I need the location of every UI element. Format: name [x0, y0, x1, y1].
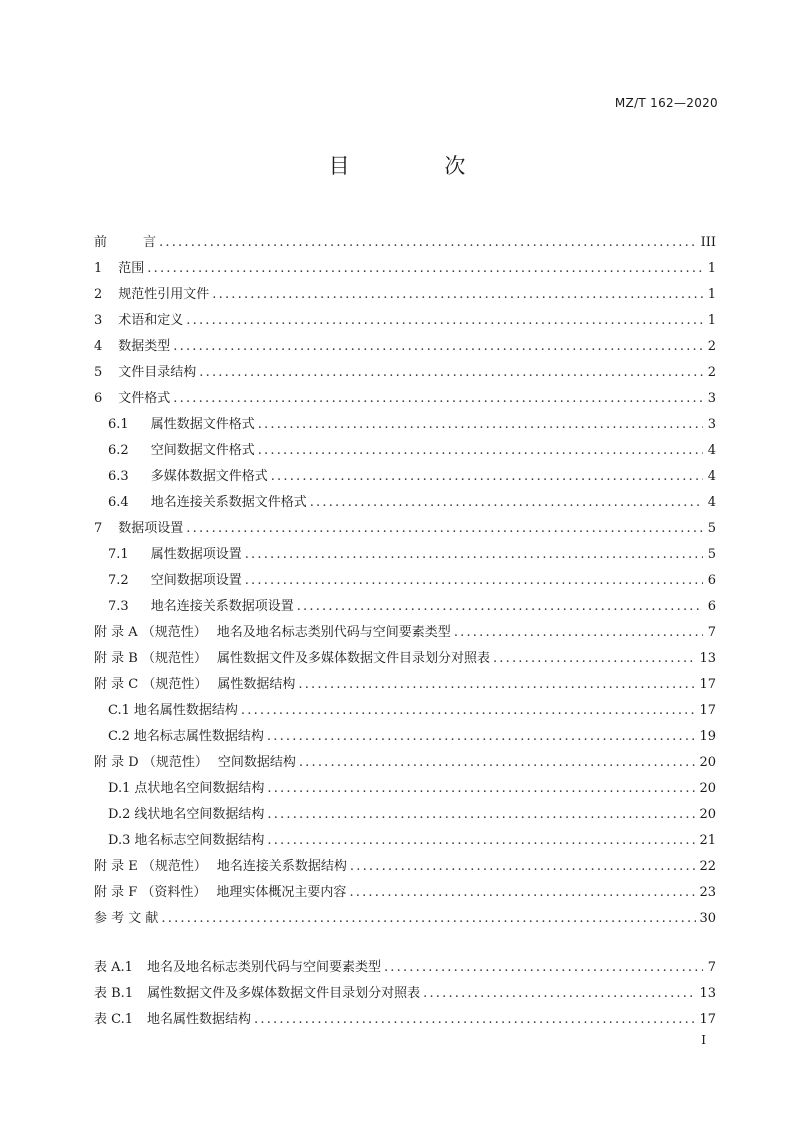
toc-entry-page: 1 — [707, 287, 716, 302]
toc-entry-label — [94, 620, 451, 646]
toc-entry[interactable] — [94, 386, 716, 412]
toc-entry-title: 多媒体数据文件格式 — [150, 469, 268, 484]
toc-entry-number: 前 — [94, 235, 108, 250]
toc-entry-title: 属性数据文件格式 — [150, 417, 255, 432]
toc-entry-page: 13 — [699, 651, 716, 666]
toc-entry-number: 表 B.1 — [94, 986, 134, 1001]
toc-entry-number: 7 — [94, 521, 103, 536]
toc-entry[interactable] — [94, 412, 716, 438]
toc-entry-label — [94, 230, 156, 256]
dot-leader — [267, 724, 697, 750]
toc-entry-page: 20 — [699, 807, 716, 822]
toc-entry-number: 参 考 文 献 — [94, 911, 159, 926]
toc-entry-label — [108, 802, 264, 828]
toc-entry-label — [94, 646, 490, 672]
list-of-tables — [94, 955, 716, 1033]
toc-entry-page: 30 — [699, 911, 716, 926]
toc-entry-page: 1 — [707, 261, 716, 276]
toc-entry-label — [94, 672, 295, 698]
toc-entry[interactable] — [94, 490, 716, 516]
toc-entry-label — [94, 750, 296, 776]
toc-entry-page: 13 — [699, 986, 716, 1001]
toc-entry-number: 6.2 — [108, 443, 129, 458]
dot-leader — [254, 1007, 696, 1033]
dot-leader — [267, 828, 696, 854]
toc-entry[interactable] — [94, 516, 716, 542]
toc-entry-page: 17 — [699, 703, 716, 718]
toc-entry-page: 1 — [707, 313, 716, 328]
toc-entry-title: 规范性引用文件 — [118, 287, 210, 302]
dot-leader — [186, 308, 703, 334]
toc-entry-number: 4 — [94, 339, 103, 354]
toc-entry-label — [108, 698, 238, 724]
toc-entry[interactable] — [94, 828, 716, 854]
toc-entry[interactable] — [94, 542, 716, 568]
toc-entry-title: 地名连接关系数据文件格式 — [150, 495, 307, 510]
dot-leader — [454, 620, 703, 646]
toc-entry-title: 文件目录结构 — [118, 365, 197, 380]
toc-entry-page: 6 — [707, 599, 716, 614]
toc-entry-number: 7.2 — [108, 573, 129, 588]
toc-entry-title: 属性数据文件及多媒体数据文件目录划分对照表 — [147, 986, 421, 1001]
dot-leader — [245, 542, 703, 568]
toc-entry-number: 附 录 F （资料性） — [94, 885, 207, 900]
toc-entry[interactable] — [94, 906, 716, 932]
toc-entry-title: 地理实体概况主要内容 — [216, 885, 347, 900]
toc-entry-page: 20 — [699, 755, 716, 770]
toc-entry-label — [94, 516, 183, 542]
toc-entry-page: 3 — [707, 391, 716, 406]
toc-entry-label — [108, 438, 255, 464]
toc-entry-page: 22 — [699, 859, 716, 874]
dot-leader — [384, 955, 703, 981]
toc-entry-label — [108, 724, 264, 750]
toc-entry-title: 范围 — [118, 261, 145, 276]
toc-entry-page: 4 — [707, 443, 716, 458]
toc-entry-title: 数据项设置 — [118, 521, 184, 536]
toc-entry-page: III — [700, 235, 716, 250]
toc-entry-label — [108, 464, 268, 490]
dot-leader — [173, 334, 703, 360]
toc-entry[interactable] — [94, 464, 716, 490]
toc-entry[interactable] — [94, 802, 716, 828]
toc-entry-page: 2 — [707, 365, 716, 380]
dot-leader — [258, 412, 703, 438]
standard-code: MZ/T 162—2020 — [614, 96, 718, 110]
dot-leader — [310, 490, 703, 516]
toc-entry-number: 表 C.1 — [94, 1012, 134, 1027]
dot-leader — [212, 282, 703, 308]
toc-entry[interactable] — [94, 360, 716, 386]
toc-entry-title: 空间数据项设置 — [150, 573, 242, 588]
toc-entry-label — [94, 955, 381, 981]
toc-entry-page: 7 — [707, 625, 716, 640]
toc-entry-number: C.2 — [108, 729, 130, 744]
toc-entry-title: 线状地名空间数据结构 — [134, 807, 265, 822]
toc-entry-label — [94, 308, 183, 334]
toc-entry-page: 3 — [707, 417, 716, 432]
toc-entry-title: 空间数据文件格式 — [150, 443, 255, 458]
toc-entry-label — [94, 334, 170, 360]
toc-entry-number: 附 录 D （规范性） — [94, 755, 208, 770]
toc-entry-number: 2 — [94, 287, 103, 302]
toc-entry-number: 附 录 B （规范性） — [94, 651, 207, 666]
toc-entry-number: 6.4 — [108, 495, 129, 510]
toc-entry-page: 17 — [699, 1012, 716, 1027]
toc-entry-number: 6 — [94, 391, 103, 406]
toc-entry-page: 23 — [699, 885, 716, 900]
toc-entry[interactable] — [94, 854, 716, 880]
dot-leader — [199, 360, 703, 386]
toc-entry[interactable] — [94, 256, 716, 282]
toc-entry-page: 5 — [707, 521, 716, 536]
dot-leader — [298, 672, 696, 698]
toc-entry-label — [94, 880, 346, 906]
toc-entry-label — [108, 412, 255, 438]
toc-entry[interactable] — [94, 438, 716, 464]
toc-entry[interactable] — [94, 230, 716, 256]
dot-leader — [161, 906, 696, 932]
toc-entry-number: 7.1 — [108, 547, 129, 562]
dot-leader — [349, 880, 696, 906]
toc-entry-page: 4 — [707, 469, 716, 484]
dot-leader — [271, 464, 703, 490]
toc-entry-number: 5 — [94, 365, 103, 380]
toc-entry-label — [94, 282, 209, 308]
toc-entry-label — [94, 1007, 251, 1033]
toc-entry-title: 地名及地名标志类别代码与空间要素类型 — [146, 960, 381, 975]
toc-entry-page: 2 — [707, 339, 716, 354]
toc-entry-title: 属性数据文件及多媒体数据文件目录划分对照表 — [216, 651, 490, 666]
toc-entry-number: C.1 — [108, 703, 130, 718]
table-list-entry[interactable] — [94, 981, 716, 1007]
toc-entry-title: 地名标志空间数据结构 — [134, 833, 265, 848]
toc-entry[interactable] — [94, 620, 716, 646]
toc-entry[interactable] — [94, 334, 716, 360]
toc-entry[interactable] — [94, 672, 716, 698]
toc-entry-label — [94, 906, 158, 932]
toc-entry-number: 附 录 A （规范性） — [94, 625, 207, 640]
dot-leader — [267, 802, 696, 828]
toc-entry-number: 表 A.1 — [94, 960, 133, 975]
dot-leader — [350, 854, 697, 880]
dot-leader — [245, 568, 703, 594]
toc-entry-title: 术语和定义 — [118, 313, 184, 328]
toc-entry-number: D.2 — [108, 807, 131, 822]
toc-entry[interactable] — [94, 776, 716, 802]
toc-entry-title: 属性数据项设置 — [150, 547, 242, 562]
dot-leader — [267, 776, 696, 802]
dot-leader — [423, 981, 696, 1007]
toc-entry-page: 19 — [699, 729, 716, 744]
toc-entry-number: 7.3 — [108, 599, 129, 614]
toc-entry-page: 20 — [699, 781, 716, 796]
toc-entry-number: 3 — [94, 313, 103, 328]
toc-entry-number: 6.3 — [108, 469, 129, 484]
toc-entry-title: 地名连接关系数据结构 — [216, 859, 347, 874]
toc-entry[interactable] — [94, 646, 716, 672]
toc-entry-title: 空间数据结构 — [217, 755, 296, 770]
dot-leader — [186, 516, 703, 542]
toc-entry[interactable] — [94, 698, 716, 724]
dot-leader — [241, 698, 697, 724]
toc-entry-title: 文件格式 — [118, 391, 171, 406]
toc-entry-page: 4 — [707, 495, 716, 510]
toc-entry[interactable] — [94, 880, 716, 906]
toc-entry-page: 6 — [707, 573, 716, 588]
toc-entry-title: 点状地名空间数据结构 — [134, 781, 265, 796]
toc-entry-number: D.1 — [108, 781, 131, 796]
toc-entry-number: 1 — [94, 261, 103, 276]
toc-entry[interactable] — [94, 308, 716, 334]
toc-entry-label — [94, 854, 347, 880]
dot-leader — [297, 594, 703, 620]
table-of-contents — [94, 230, 716, 932]
toc-entry-title: 地名标志属性数据结构 — [133, 729, 264, 744]
toc-entry-label — [94, 256, 144, 282]
dot-leader — [258, 438, 703, 464]
toc-entry-label — [94, 386, 170, 412]
toc-entry-page: 5 — [707, 547, 716, 562]
toc-entry-number: 附 录 E （规范性） — [94, 859, 207, 874]
toc-entry-page: 17 — [699, 677, 716, 692]
toc-entry-title: 数据类型 — [118, 339, 171, 354]
page-title: 目 次 — [328, 154, 510, 178]
toc-entry[interactable] — [94, 568, 716, 594]
toc-entry-label — [108, 568, 242, 594]
toc-entry[interactable] — [94, 724, 716, 750]
toc-entry-number: D.3 — [108, 833, 131, 848]
toc-entry[interactable] — [94, 750, 716, 776]
toc-entry-title: 地名属性数据结构 — [133, 703, 238, 718]
toc-entry[interactable] — [94, 594, 716, 620]
toc-entry-label — [94, 360, 196, 386]
toc-entry-title: 地名及地名标志类别代码与空间要素类型 — [216, 625, 451, 640]
page-number: I — [701, 1033, 706, 1047]
dot-leader — [159, 230, 698, 256]
table-list-entry[interactable] — [94, 1007, 716, 1033]
toc-entry-number: 附 录 C （规范性） — [94, 677, 208, 692]
dot-leader — [147, 256, 703, 282]
dot-leader — [299, 750, 697, 776]
toc-entry-label — [94, 981, 420, 1007]
toc-entry[interactable] — [94, 282, 716, 308]
toc-entry-title: 属性数据结构 — [217, 677, 296, 692]
toc-entry-label — [108, 776, 264, 802]
toc-entry-label — [108, 828, 264, 854]
toc-entry-label — [108, 594, 294, 620]
toc-entry-label — [108, 490, 307, 516]
toc-entry-number: 6.1 — [108, 417, 129, 432]
toc-entry-page: 7 — [707, 960, 716, 975]
table-list-entry[interactable] — [94, 955, 716, 981]
toc-entry-title: 言 — [143, 235, 157, 250]
toc-entry-label — [108, 542, 242, 568]
toc-entry-title: 地名连接关系数据项设置 — [150, 599, 294, 614]
toc-entry-page: 21 — [699, 833, 716, 848]
dot-leader — [173, 386, 703, 412]
toc-entry-title: 地名属性数据结构 — [147, 1012, 252, 1027]
dot-leader — [493, 646, 696, 672]
